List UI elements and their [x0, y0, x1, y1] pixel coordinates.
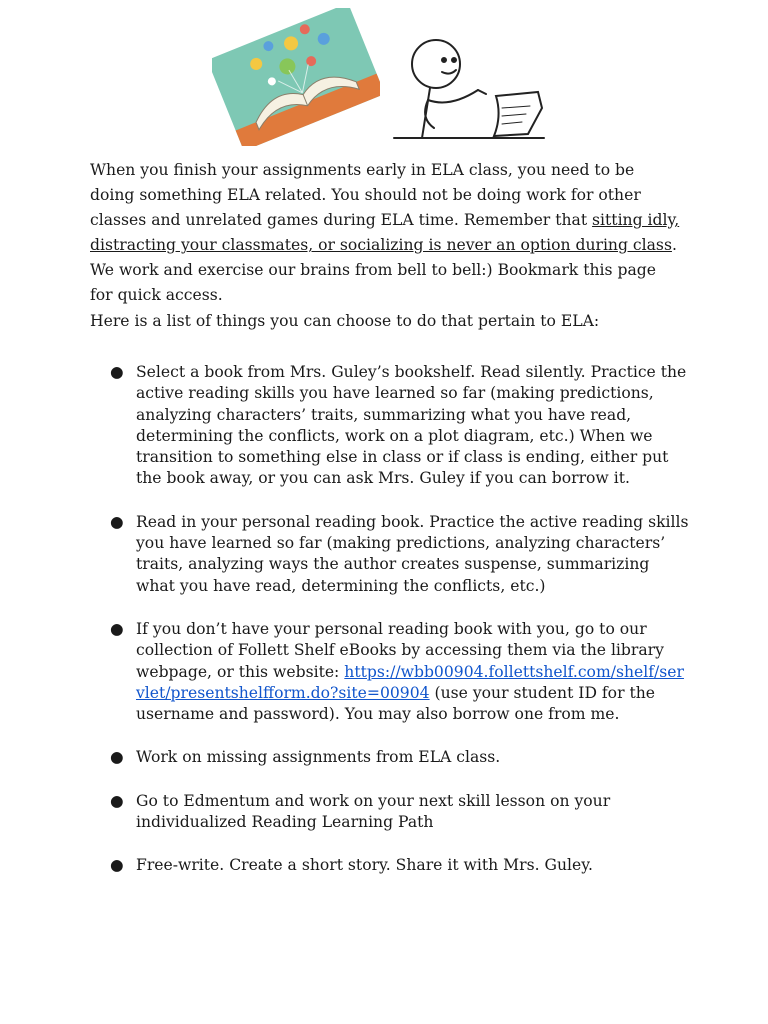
list-item-text: Select a book from Mrs. Guley’s bookshelf. Read silently. Practice the active reading skills you have learned so far (making predictions, analyzing characters’ traits, summarizing what you have read, determining the conflicts, work on a plot diagram, etc.) When we transition to something else in class or if class is ending, either put the book away, or you can ask Mrs. Guley if you can borrow it. [136, 363, 687, 488]
list-item [110, 855, 690, 876]
list-item [110, 512, 690, 597]
list-item-text: Read in your personal reading book. Practice the active reading skills you have learned so far (making predictions, analyzing characters’ traits, analyzing ways the author creates suspense, summarizing what you have read, determining the conflicts, etc.) [136, 512, 689, 595]
activity-list [110, 362, 690, 877]
intro-text-part1: When you finish your assignments early in ELA class, you need to be doing something ELA related. You should not be doing work for other classes and unrelated games during ELA time. Remember that [90, 161, 641, 230]
intro-underlined-text: sitting idly, distracting your classmates, or socializing is never an option during class [90, 211, 680, 255]
bullet-icon: ● [110, 748, 124, 767]
list-item-text: Go to Edmentum and work on your next skill lesson on your individualized Reading Learning Path [136, 791, 611, 832]
header-illustrations [0, 0, 768, 160]
list-item-text: Free-write. Create a short story. Share it with Mrs. Guley. [136, 856, 593, 875]
bullet-icon: ● [110, 363, 124, 381]
follett-shelf-link[interactable]: https://wbb00904.follettshelf.com/shelf/servlet/presentshelfform.do?site=00904 [136, 662, 684, 702]
bullet-icon: ● [110, 512, 124, 531]
list-item [110, 619, 690, 725]
list-item-text: Work on missing assignments from ELA class. [136, 748, 501, 767]
intro-text-part2: . We work and exercise our brains from bell to bell:) Bookmark this page for quick access. [90, 236, 677, 305]
stick-figure-writing-illustration [390, 38, 550, 142]
list-item-text-after-link: (use your student ID for the username and password). You may also borrow one from me. [136, 683, 656, 724]
list-item [110, 791, 690, 834]
list-lead-sentence: Here is a list of things you can choose to do that pertain to ELA: [90, 312, 600, 330]
list-item [110, 362, 690, 490]
bullet-icon: ● [110, 791, 124, 810]
bullet-icon: ● [110, 619, 124, 638]
list-item-text: If you don’t have your personal reading book with you, go to our collection of Follett Shelf eBooks by accessing them via the library webpage, or this website: [136, 619, 664, 681]
intro-paragraph [90, 158, 680, 309]
bullet-icon: ● [110, 856, 124, 875]
list-item [110, 747, 690, 768]
open-book-illustration [212, 8, 380, 146]
